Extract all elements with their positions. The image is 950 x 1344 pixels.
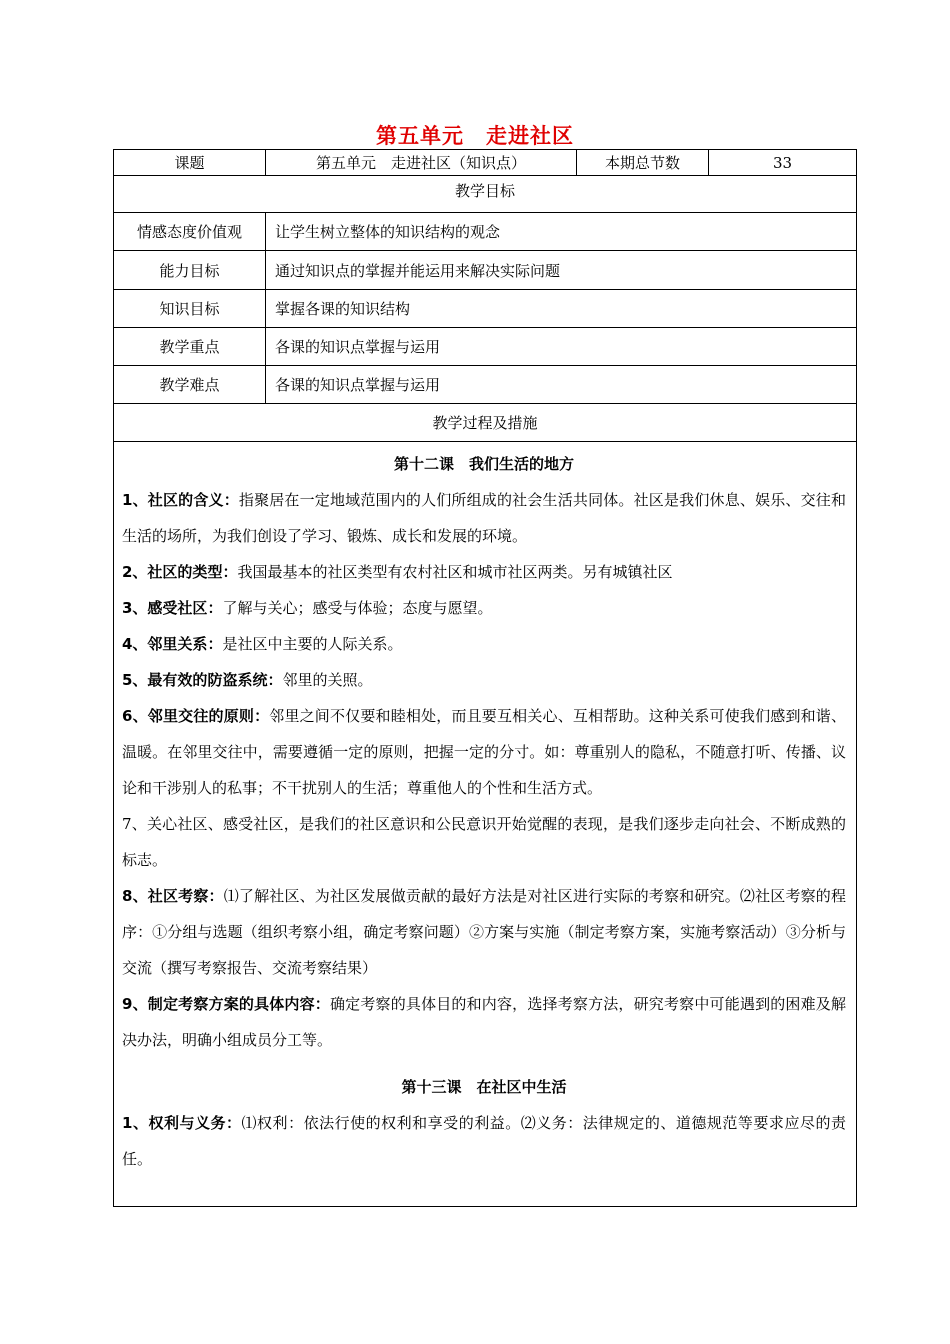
knowledge-point: 4、邻里关系：是社区中主要的人际关系。 — [122, 635, 403, 653]
objective-value: 让学生树立整体的知识结构的观念 — [266, 213, 857, 251]
topic-label: 课题 — [114, 150, 266, 176]
knowledge-point: 8、社区考察：⑴了解社区、为社区发展做贡献的最好方法是对社区进行实际的考察和研究。⑵社区考察的程序：①分组与选题（组织考察小组，确定考察问题）②方案与实施（制定考察方案，实施考察活动）③分析与交流（撰写考察报告、交流考察结果） — [122, 887, 846, 977]
knowledge-point: 2、社区的类型：我国最基本的社区类型有农村社区和城市社区两类。另有城镇社区 — [122, 563, 673, 581]
periods-value: 33 — [709, 150, 857, 176]
objective-row — [114, 213, 857, 251]
header-row — [114, 150, 857, 176]
objectives-heading: 教学目标 — [114, 176, 857, 213]
knowledge-point: 6、邻里交往的原则：邻里之间不仅要和睦相处，而且要互相关心、互相帮助。这种关系可使我们感到和谐、温暖。在邻里交往中，需要遵循一定的原则，把握一定的分寸。如：尊重别人的隐私，不随意打听、传播、议论和干涉别人的私事；不干扰别人的生活；尊重他人的个性和生活方式。 — [122, 707, 846, 797]
knowledge-point: 7、关心社区、感受社区，是我们的社区意识和公民意识开始觉醒的表现，是我们逐步走向社会、不断成熟的标志。 — [122, 815, 846, 869]
objective-row — [114, 251, 857, 290]
knowledge-point: 3、感受社区：了解与关心；感受与体验；态度与愿望。 — [122, 599, 493, 617]
content-row — [114, 442, 857, 1207]
knowledge-point: 9、制定考察方案的具体内容：确定考察的具体目的和内容，选择考察方法，研究考察中可能遇到的困难及解决办法，明确小组成员分工等。 — [122, 995, 846, 1049]
objective-label: 知识目标 — [114, 290, 266, 328]
objective-row — [114, 328, 857, 366]
process-heading-row — [114, 404, 857, 442]
topic-value: 第五单元 走进社区（知识点） — [266, 150, 577, 176]
lesson-content — [114, 442, 857, 1207]
page-title: 第五单元 走进社区 — [376, 124, 574, 148]
objective-label: 教学难点 — [114, 366, 266, 404]
objective-label: 教学重点 — [114, 328, 266, 366]
objective-row — [114, 366, 857, 404]
lesson-13-title: 第十三课 在社区中生活 — [401, 1078, 567, 1096]
periods-label: 本期总节数 — [577, 150, 709, 176]
knowledge-point: 1、权利与义务：⑴权利：依法行使的权利和享受的利益。⑵义务：法律规定的、道德规范等要求应尽的责任。 — [122, 1114, 846, 1168]
lesson-plan-table — [113, 149, 857, 1207]
objective-label: 能力目标 — [114, 251, 266, 290]
process-heading: 教学过程及措施 — [114, 404, 857, 442]
objective-value: 各课的知识点掌握与运用 — [266, 328, 857, 366]
knowledge-point: 1、社区的含义：指聚居在一定地域范围内的人们所组成的社会生活共同体。社区是我们休息、娱乐、交往和生活的场所，为我们创设了学习、锻炼、成长和发展的环境。 — [122, 491, 846, 545]
objective-value: 掌握各课的知识结构 — [266, 290, 857, 328]
objective-label: 情感态度价值观 — [114, 213, 266, 251]
lesson-12-title: 第十二课 我们生活的地方 — [393, 455, 574, 473]
objectives-heading-row — [114, 176, 857, 213]
knowledge-point: 5、最有效的防盗系统：邻里的关照。 — [122, 671, 373, 689]
objective-value: 通过知识点的掌握并能运用来解决实际问题 — [266, 251, 857, 290]
objective-row — [114, 290, 857, 328]
objective-value: 各课的知识点掌握与运用 — [266, 366, 857, 404]
